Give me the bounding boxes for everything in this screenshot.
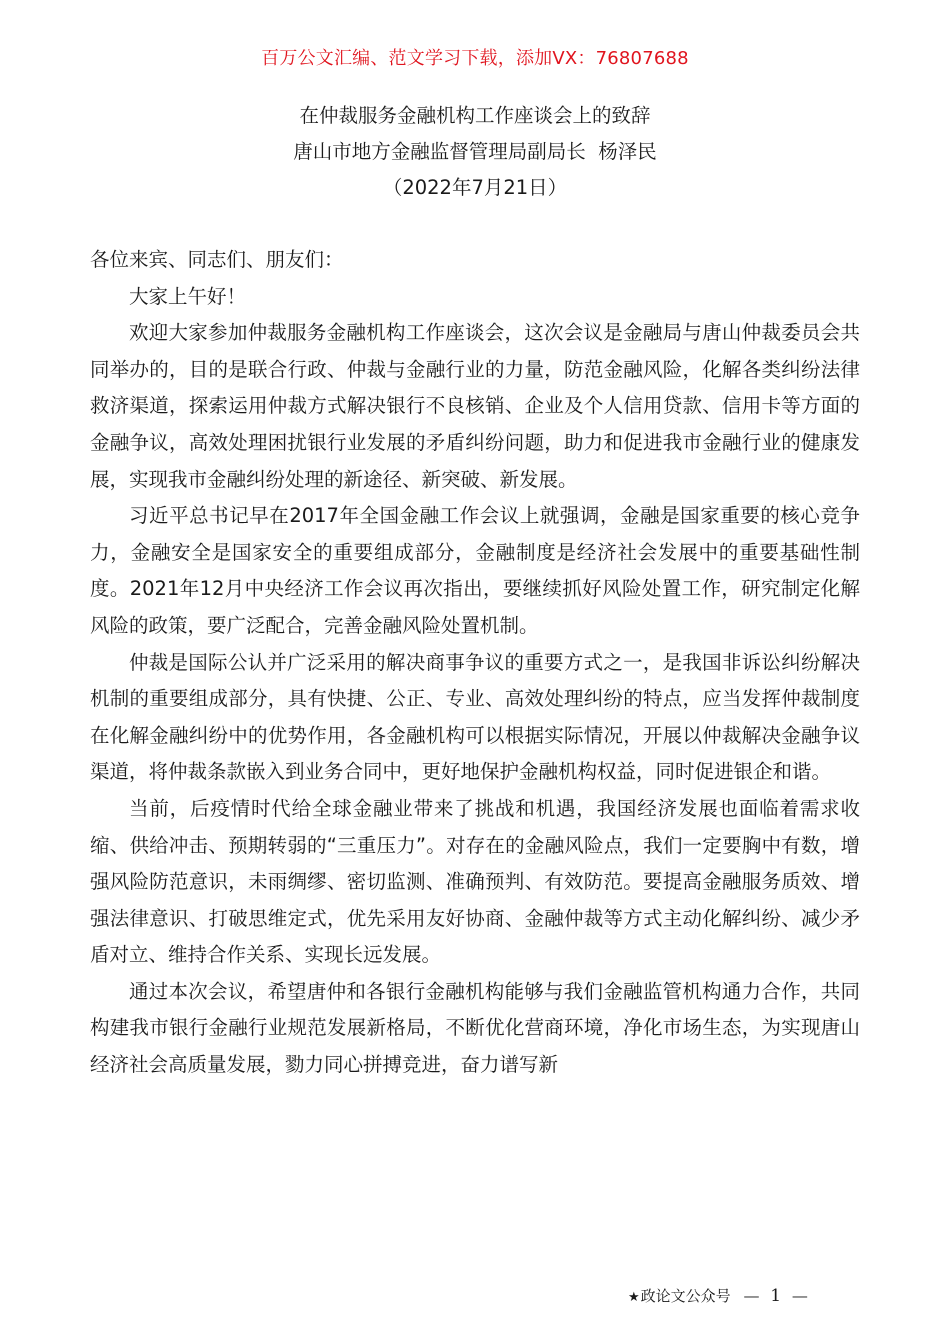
dash-right: —: [791, 1286, 808, 1305]
document-body: [90, 242, 860, 1084]
paragraph: 仲裁是国际公认并广泛采用的解决商事争议的重要方式之一，是我国非诉讼纠纷解决机制的重要组成部分，具有快捷、公正、专业、高效处理纠纷的特点，应当发挥仲裁制度在化解金融纠纷中的优势作用，各金融机构可以根据实际情况，开展以仲裁解决金融争议渠道，将仲裁条款嵌入到业务合同中，更好地保护金融机构权益，同时促进银企和谐。: [90, 650, 860, 784]
star-icon: ★: [628, 1290, 640, 1305]
footer-source-label: 政论文公众号: [640, 1287, 731, 1305]
document-title: 在仲裁服务金融机构工作座谈会上的致辞: [299, 104, 651, 127]
paragraph: 欢迎大家参加仲裁服务金融机构工作座谈会，这次会议是金融局与唐山仲裁委员会共同举办的，目的是联合行政、仲裁与金融行业的力量，防范金融风险，化解各类纠纷法律救济渠道，探索运用仲裁方式解决银行不良核销、企业及个人信用贷款、信用卡等方面的金融争议，高效处理困扰银行业发展的矛盾纠纷问题，助力和促进我市金融行业的健康发展，实现我市金融纠纷处理的新途径、新突破、新发展。: [90, 321, 860, 491]
author-line: 唐山市地方金融监督管理局副局长 杨泽民: [293, 140, 657, 163]
paragraph: 习近平总书记早在2017年全国金融工作会议上就强调，金融是国家重要的核心竞争力，金融安全是国家安全的重要组成部分，金融制度是经济社会发展中的重要基础性制度。2021年12月中央经济工作会议再次指出，要继续抓好风险处置工作，研究制定化解风险的政策，要广泛配合，完善金融风险处置机制。: [90, 504, 860, 637]
page-number: 1: [770, 1286, 782, 1306]
paragraph: 当前，后疫情时代给全球金融业带来了挑战和机遇，我国经济发展也面临着需求收缩、供给冲击、预期转弱的“三重压力”。对存在的金融风险点，我们一定要胸中有数，增强风险防范意识，未雨绸缪、密切监测、准确预判、有效防范。要提高金融服务质效、增强法律意识、打破思维定式，优先采用友好协商、金融仲裁等方式主动化解纠纷、减少矛盾对立、维持合作关系、实现长远发展。: [90, 796, 860, 967]
title-block: [0, 98, 950, 206]
paragraph: 通过本次会议，希望唐仲和各银行金融机构能够与我们金融监管机构通力合作，共同构建我市银行金融行业规范发展新格局，不断优化营商环境，净化市场生态，为实现唐山经济社会高质量发展，勠力同心拼搏竞进，奋力谱写新: [90, 979, 860, 1077]
page-footer: [628, 1284, 808, 1310]
date-line: （2022年7月21日）: [382, 176, 568, 199]
paragraph-greeting: 大家上午好！: [129, 284, 247, 308]
watermark-header: 百万公文汇编、范文学习下载，添加VX：76807688: [261, 48, 689, 69]
dash-left: —: [743, 1286, 760, 1305]
salutation: 各位来宾、同志们、朋友们：: [90, 248, 344, 271]
